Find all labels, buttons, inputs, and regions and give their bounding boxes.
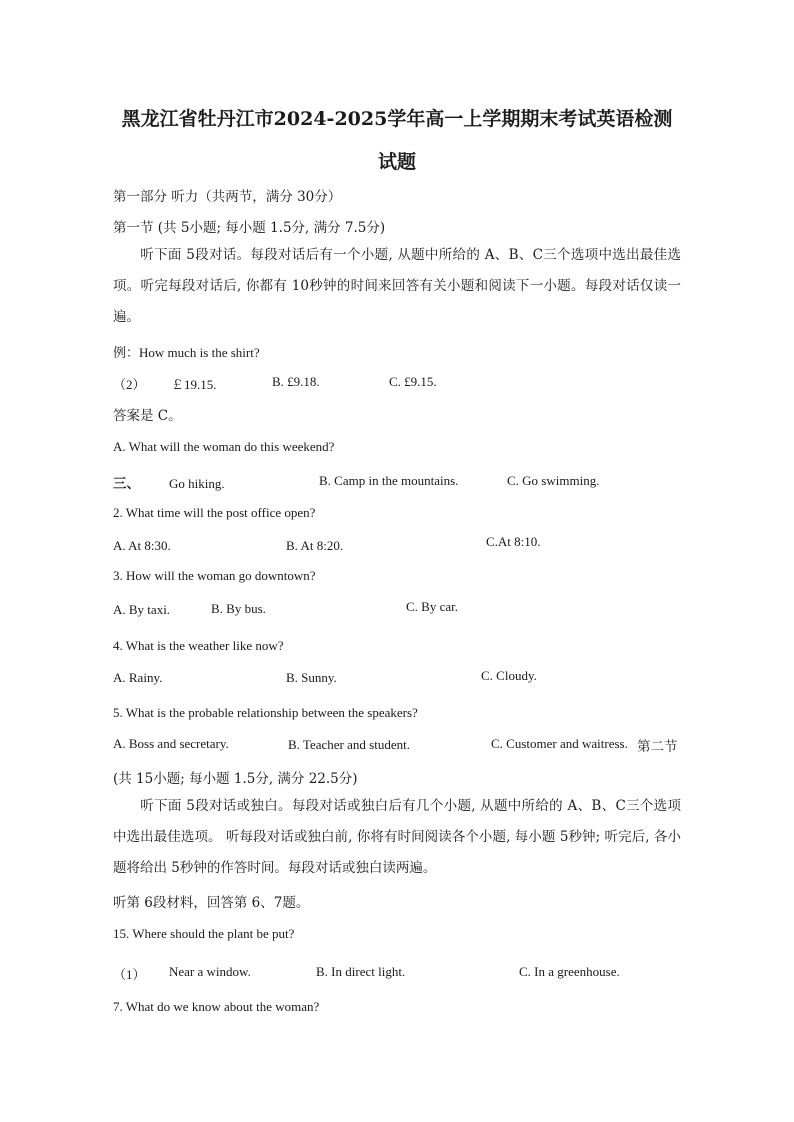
question-15-option-a: Near a window. [169,964,251,979]
question-4-stem: 4. What is the weather like now? [113,638,284,653]
question-15-stem: 15. Where should the plant be put? [113,926,295,941]
question-2-option-b: B. At 8:20. [286,538,344,553]
question-5-option-a: A. Boss and secretary. [113,736,229,751]
question-3-option-b: B. By bus. [211,601,266,616]
section1-heading: 第一节 (共 5小题; 每小题 1.5分, 满分 7.5分) [113,220,386,236]
example-number: （2） [113,377,146,392]
question-1-number: 三、 [113,476,140,492]
question-5-stem: 5. What is the probable relationship between the speakers? [113,705,418,720]
section2-heading: (共 15小题; 每小题 1.5分, 满分 22.5分) [113,771,358,787]
section2-instructions: 听下面 5段对话或独白。每段对话或独白后有几个小题, 从题中所给的 A、B、C三个选项中选出最佳选项。 听每段对话或独白前, 你将有时间阅读各个小题, 每小题 5秒钟; 听完后, 各小题将给出 5秒钟的作答时间。每段对话或独白读两遍。 [113,798,681,876]
question-2-option-a: A. At 8:30. [113,538,171,553]
question-4-option-c: C. Cloudy. [481,668,537,683]
section2-label: 第二节 [637,739,678,755]
question-1-option-a: Go hiking. [169,476,225,491]
question-2-option-c: C.At 8:10. [486,534,541,549]
document-title-line-1: 黑龙江省牡丹江市2024-2025学年高一上学期期末考试英语检测 [121,108,673,130]
question-7-stem: 7. What do we know about the woman? [113,999,320,1014]
question-15-number: （1） [113,967,146,982]
question-15-option-b: B. In direct light. [316,964,406,979]
question-3-stem: 3. How will the woman go downtown? [113,568,316,583]
section1-instructions: 听下面 5段对话。每段对话后有一个小题, 从题中所给的 A、B、C三个选项中选出最佳选项。听完每段对话后, 你都有 10秒钟的时间来回答有关小题和阅读下一小题。每段对话仅读一遍。 [113,247,681,325]
question-5-option-c: C. Customer and waitress. [491,736,628,751]
question-5-option-b: B. Teacher and student. [288,737,410,752]
part1-heading: 第一部分 听力（共两节，满分 30分） [113,189,342,205]
question-1-option-b: B. Camp in the mountains. [319,473,459,488]
question-4-option-a: A. Rainy. [113,670,163,685]
question-2-stem: 2. What time will the post office open? [113,505,316,520]
question-1-option-c: C. Go swimming. [507,473,600,488]
question-3-option-c: C. By car. [406,599,458,614]
question-4-option-b: B. Sunny. [286,670,337,685]
example-question: 例：How much is the shirt? [113,345,260,360]
example-option-a: ￡19.15. [171,377,217,392]
question-1-stem: A. What will the woman do this weekend? [113,439,335,454]
example-answer: 答案是 C。 [113,408,182,424]
question-3-option-a: A. By taxi. [113,602,171,617]
question-15-option-c: C. In a greenhouse. [519,964,620,979]
example-option-b: B. £9.18. [272,374,320,389]
material-6-instruction: 听第 6段材料，回答第 6、7题。 [113,895,310,911]
document-title-line-2: 试题 [377,151,416,173]
example-option-c: C. £9.15. [389,374,437,389]
